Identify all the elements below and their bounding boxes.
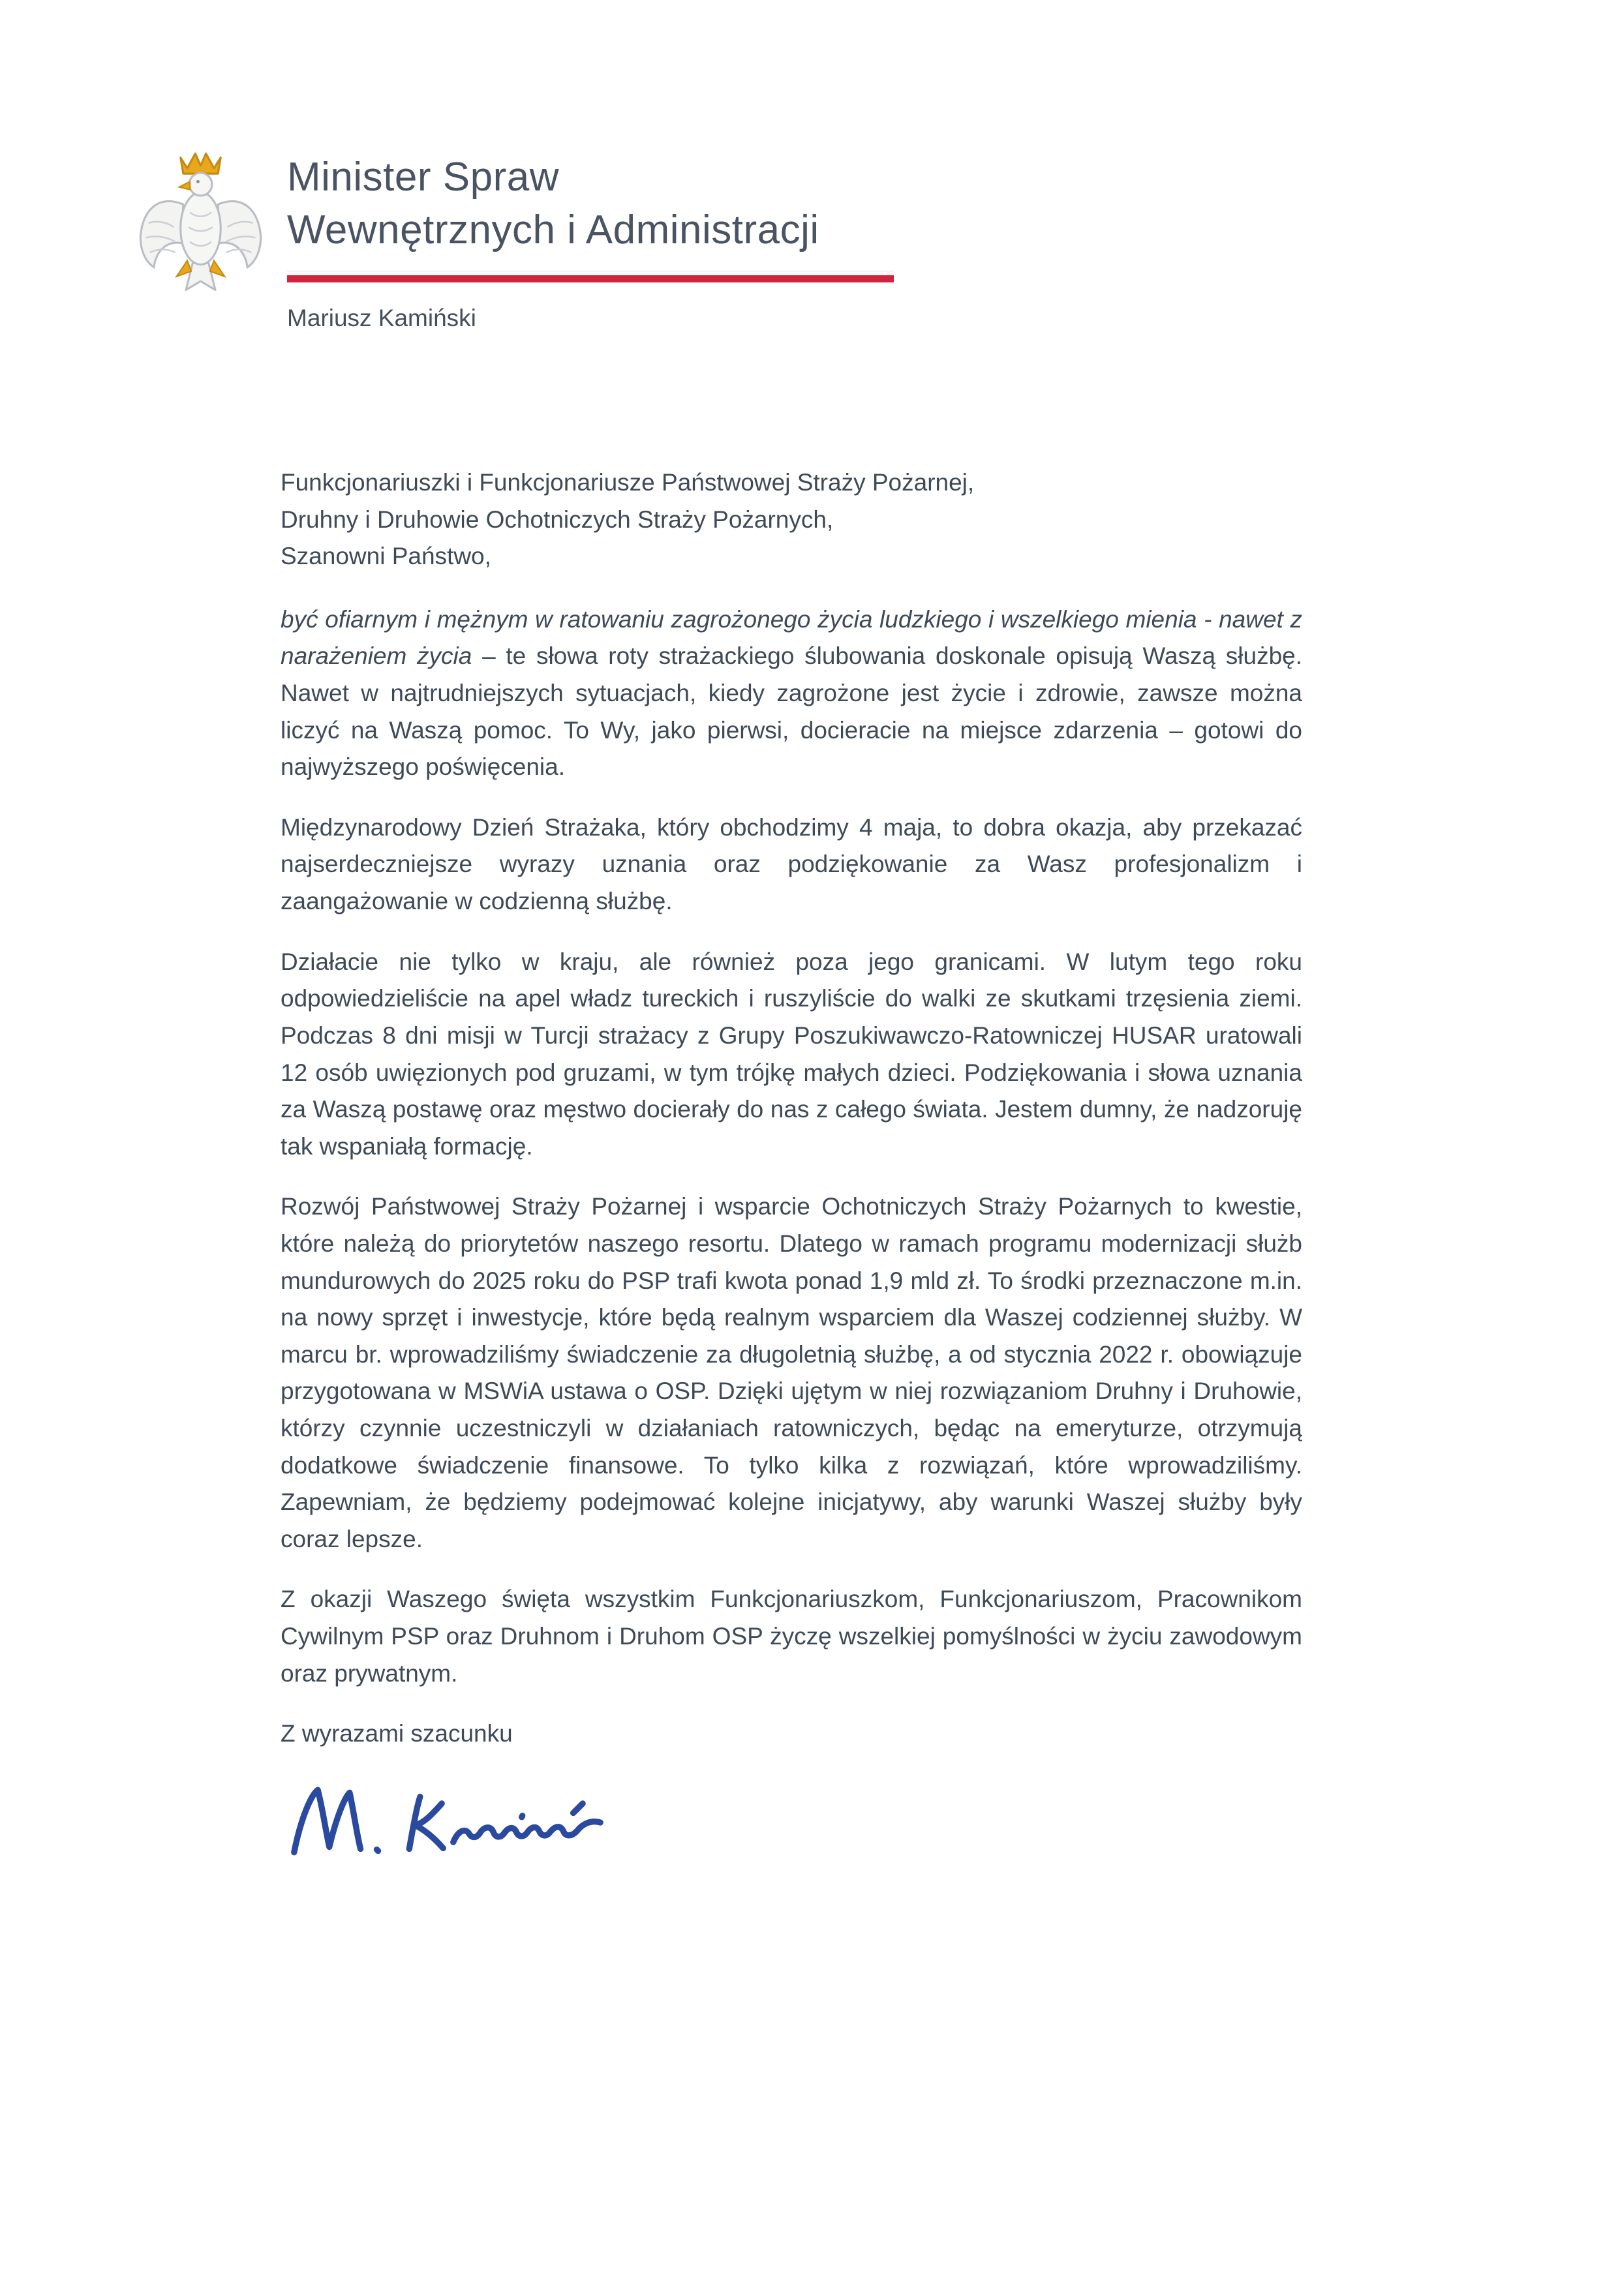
minister-name: Mariusz Kamiński: [287, 305, 476, 332]
oath-paragraph-rest: – te słowa roty strażackiego ślubowania doskonale opisują Waszą służbę. Nawet w najtrudniejszych sytuacjach, kiedy zagrożone jest życie i zdrowie, zawsze można liczyć na Waszą pomoc. To Wy, jako pierwsi, docieracie na miejsce zdarzenia – gotowi do najwyższego poświęcenia.: [281, 642, 1303, 781]
letterhead: [134, 142, 894, 332]
salutation-block: [281, 464, 1302, 575]
paragraph-turkey-mission: Działacie nie tylko w kraju, ale również poza jego granicami. W lutym tego roku odpowiedzieliście na apel władz tureckich i ruszyliście do walki ze skutkami trzęsienia ziemi. Podczas 8 dni misji w Turcji strażacy z Grupy Poszukiwawczo-Ratowniczej HUSAR uratowali 12 osób uwięzionych pod gruzami, w tym trójkę małych dzieci. Podziękowania i słowa uznania za Waszą postawę oraz męstwo docierały do nas z całego świata. Jestem dumny, że nadzoruję tak wspaniałą formację.: [281, 948, 1302, 1160]
paragraph-oath: [281, 601, 1302, 786]
paragraph-wishes: Z okazji Waszego święta wszystkim Funkcjonariuszkom, Funkcjonariuszom, Pracownikom Cywilnym PSP oraz Druhnom i Druhom OSP życzę wszelkiej pomyślności w życiu zawodowym oraz prywatnym.: [281, 1586, 1302, 1687]
salutation-line: Funkcjonariuszki i Funkcjonariusze Państwowej Straży Pożarnej,: [281, 469, 975, 496]
letter-body: [281, 464, 1302, 1874]
signature-m-kaminski: [281, 1770, 633, 1874]
flag-stripe-red: [287, 275, 894, 282]
flag-stripe-white: [287, 271, 894, 275]
flag-stripe: [287, 271, 894, 282]
salutation-line: Szanowni Państwo,: [281, 543, 491, 570]
paragraph-firefighters-day: Międzynarodowy Dzień Strażaka, który obchodzimy 4 maja, to dobra okazja, aby przekazać najserdeczniejsze wyrazy uznania oraz podziękowanie za Wasz profesjonalizm i zaangażowanie w codzienną służbę.: [281, 813, 1302, 915]
closing-line: Z wyrazami szacunku: [281, 1720, 513, 1747]
letterhead-title-block: [287, 142, 894, 332]
paragraph-modernization: Rozwój Państwowej Straży Pożarnej i wsparcie Ochotniczych Straży Pożarnych to kwestie, które należą do priorytetów naszego resortu. Dlatego w ramach programu modernizacji służb mundurowych do 2025 roku do PSP trafi kwota ponad 1,9 mld zł. To środki przeznaczone m.in. na nowy sprzęt i inwestycje, które będą realnym wsparciem dla Waszej codziennej służby. W marcu br. wprowadziliśmy świadczenie za długoletnią służbę, a od stycznia 2022 r. obowiązuje przygotowana w MSWiA ustawa o OSP. Dzięki ujętym w niej rozwiązaniom Druhny i Druhowie, którzy czynnie uczestniczyli w działaniach ratowniczych, będąc na emeryturze, otrzymują dodatkowe świadczenie finansowe. To tylko kilka z rozwiązań, które wprowadziliśmy. Zapewniam, że będziemy podejmować kolejne inicjatywy, aby warunki Waszej służby były coraz lepsze.: [281, 1193, 1302, 1552]
ministry-title-line2: Wewnętrznych i Administracji: [287, 207, 819, 252]
salutation-line: Druhny i Druhowie Ochotniczych Straży Pożarnych,: [281, 506, 834, 533]
oath-quote: być ofiarnym i mężnym w ratowaniu zagrożonego życia ludzkiego i wszelkiego mienia - nawet z narażeniem życia: [281, 605, 1302, 670]
ministry-title-line1: Minister Spraw: [287, 155, 559, 200]
polish-eagle-emblem: [134, 142, 267, 304]
